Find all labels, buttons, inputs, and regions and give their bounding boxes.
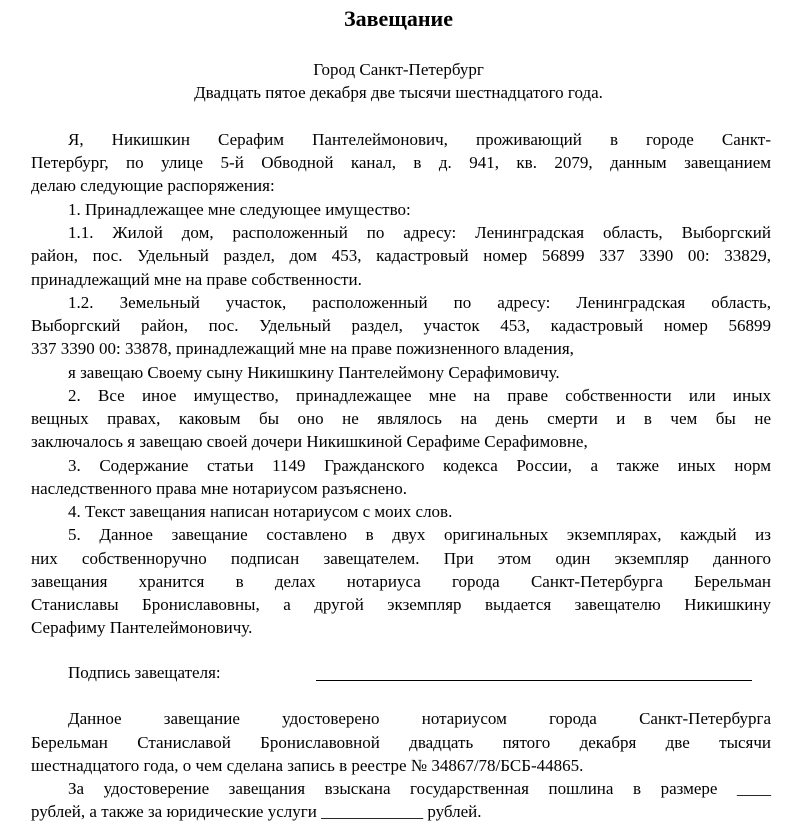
document-title: Завещание	[344, 6, 453, 31]
body-line: 1.1. Жилой дом, расположенный по адресу: Ленинградская область, Выборгский	[68, 223, 771, 242]
body-line: Серафиму Пантелеймоновичу.	[31, 618, 253, 637]
body-line: 2. Все иное имущество, принадлежащее мне на праве собственности или иных	[68, 386, 771, 405]
body-line: 1.2. Земельный участок, расположенный по адресу: Ленинградская область,	[68, 293, 771, 312]
signature-label: Подпись завещателя:	[68, 663, 221, 682]
city-line: Город Санкт-Петербург	[313, 60, 484, 79]
body-line: Выборгский район, пос. Удельный раздел, участок 453, кадастровый номер 56899	[31, 316, 771, 335]
body-line: вещных правах, каковым бы оно не являлось на день смерти и в чем бы не	[31, 409, 771, 428]
body-line: заключалось я завещаю своей дочери Никишкиной Серафиме Серафимовне,	[31, 432, 588, 451]
notary-line: шестнадцатого года, о чем сделана запись в реестре № 34867/78/БСБ-44865.	[31, 756, 584, 775]
body-line: район, пос. Удельный раздел, дом 453, кадастровый номер 56899 337 3390 00: 33829,	[31, 246, 771, 265]
body-line: делаю следующие распоряжения:	[31, 176, 275, 195]
notary-line: Данное завещание удостоверено нотариусом города Санкт-Петербурга	[68, 709, 771, 728]
body-line: 3. Содержание статьи 1149 Гражданского кодекса России, а также иных норм	[68, 456, 771, 475]
body-line: я завещаю Своему сыну Никишкину Пантелеймону Серафимовичу.	[68, 363, 560, 382]
body-line: завещания хранится в делах нотариуса города Санкт-Петербурга Берельман	[31, 572, 771, 591]
body-line: 5. Данное завещание составлено в двух оригинальных экземплярах, каждый из	[68, 525, 771, 544]
body-line: 4. Текст завещания написан нотариусом с моих слов.	[68, 502, 453, 521]
body-line: Петербург, по улице 5-й Обводной канал, в д. 941, кв. 2079, данным завещанием	[31, 153, 771, 172]
body-line: 337 3390 00: 33878, принадлежащий мне на праве пожизненного владения,	[31, 339, 574, 358]
body-line: наследственного права мне нотариусом разъяснено.	[31, 479, 407, 498]
body-line: 1. Принадлежащее мне следующее имущество:	[68, 200, 411, 219]
notary-line: Берельман Станиславой Брониславовной двадцать пятого декабря две тысячи	[31, 733, 771, 752]
notary-line: За удостоверение завещания взыскана государственная пошлина в размере ____	[68, 779, 771, 798]
body-line: Станиславы Брониславовны, а другой экземпляр выдается завещателю Никишкину	[31, 595, 771, 614]
date-line: Двадцать пятое декабря две тысячи шестнадцатого года.	[194, 83, 603, 102]
body-line: них собственноручно подписан завещателем. При этом один экземпляр данного	[31, 549, 771, 568]
notary-line: рублей, а также за юридические услуги ____________ рублей.	[31, 802, 482, 821]
body-line: принадлежащий мне на праве собственности.	[31, 270, 362, 289]
signature-line	[316, 680, 752, 681]
body-line: Я, Никишкин Серафим Пантелеймонович, проживающий в городе Санкт-	[68, 130, 771, 149]
